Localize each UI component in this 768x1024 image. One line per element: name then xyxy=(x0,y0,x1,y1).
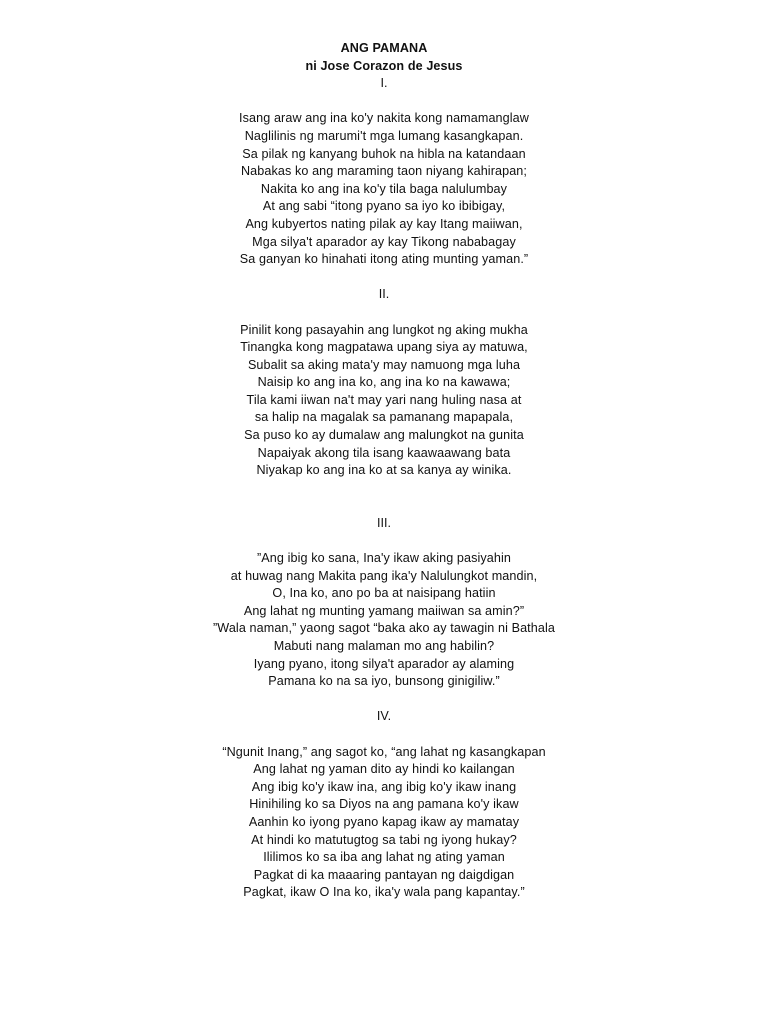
verse-line: Ang ibig ko'y ikaw ina, ang ibig ko'y ikaw inang xyxy=(251,779,517,794)
verse-line: Iyang pyano, itong silya't aparador ay alaming xyxy=(253,656,515,671)
verse-line: ”Ang ibig ko sana, Ina'y ikaw aking pasiyahin xyxy=(256,551,512,566)
verse-line: Mga silya't aparador ay kay Tikong nababagay xyxy=(252,234,516,249)
verse-line: Pagkat di ka maaaring pantayan ng daigdigan xyxy=(253,867,515,882)
verse-line: Napaiyak akong tila isang kaawaawang bata xyxy=(257,445,511,460)
spacer xyxy=(0,93,768,111)
spacer xyxy=(0,269,768,287)
verse-line: Tinangka kong magpatawa upang siya ay matuwa, xyxy=(240,340,528,355)
stanza-heading: III. xyxy=(377,515,391,530)
verse-line: Nabakas ko ang maraming taon niyang kahirapan; xyxy=(240,164,528,179)
verse-line: Naglilinis ng marumi't mga lumang kasangkapan. xyxy=(244,128,524,143)
verse-line: Ang lahat ng yaman dito ay hindi ko kailangan xyxy=(253,762,515,777)
spacer xyxy=(0,532,768,550)
verse-line: Aanhin ko iyong pyano kapag ikaw ay mamatay xyxy=(248,814,520,829)
poem-byline: ni Jose Corazon de Jesus xyxy=(305,58,463,73)
verse-line: Ang kubyertos nating pilak ay kay Itang maiiwan, xyxy=(245,216,523,231)
verse-line: Isang araw ang ina ko'y nakita kong namamanglaw xyxy=(239,111,529,126)
verse-line: sa halip na magalak sa pamanang mapapala, xyxy=(254,410,514,425)
stanza-1 xyxy=(0,110,768,268)
verse-line: Sa pilak ng kanyang buhok na hibla na katandaan xyxy=(242,146,526,161)
poem-title: ANG PAMANA xyxy=(340,41,428,55)
spacer xyxy=(0,304,768,322)
verse-line: Ililimos ko sa iba ang lahat ng ating yaman xyxy=(263,850,505,865)
stanza-3 xyxy=(0,550,768,691)
verse-line: Niyakap ko ang ina ko at sa kanya ay winika. xyxy=(256,463,512,478)
verse-line: O, Ina ko, ano po ba at naisipang hatiin xyxy=(272,586,496,601)
poem-header xyxy=(0,40,768,75)
verse-line: at huwag nang Makita pang ika'y Nalulungkot mandin, xyxy=(230,568,538,583)
stanza-4 xyxy=(0,744,768,902)
verse-line: “Ngunit Inang,” ang sagot ko, “ang lahat ng kasangkapan xyxy=(222,744,546,759)
verse-line: ”Wala naman,” yaong sagot “baka ako ay tawagin ni Bathala xyxy=(213,621,555,636)
verse-line: At hindi ko matutugtog sa tabi ng iyong hukay? xyxy=(251,832,517,847)
spacer xyxy=(0,480,768,515)
verse-line: Mabuti nang malaman mo ang habilin? xyxy=(273,639,495,653)
verse-line: Pamana ko na sa iyo, bunsong ginigiliw.” xyxy=(268,674,500,689)
verse-line: At ang sabi “itong pyano sa iyo ko ibibigay, xyxy=(262,199,506,214)
poem-page xyxy=(0,40,768,902)
stanza-heading: I. xyxy=(380,76,388,91)
verse-line: Sa ganyan ko hinahati itong ating munting yaman.” xyxy=(239,252,529,267)
verse-line: Naisip ko ang ina ko, ang ina ko na kawawa; xyxy=(257,375,511,390)
verse-line: Tila kami iiwan na't may yari nang huling nasa at xyxy=(246,392,522,407)
verse-line: Ang lahat ng munting yamang maiiwan sa amin?” xyxy=(243,603,525,618)
verse-line: Nakita ko ang ina ko'y tila baga nalulumbay xyxy=(260,181,508,196)
stanza-2 xyxy=(0,322,768,480)
verse-line: Pinilit kong pasayahin ang lungkot ng aking mukha xyxy=(240,322,528,337)
verse-line: Hinihiling ko sa Diyos na ang pamana ko'y ikaw xyxy=(249,797,519,812)
verse-line: Subalit sa aking mata'y may namuong mga luha xyxy=(247,357,521,372)
stanza-heading: IV. xyxy=(376,709,392,724)
spacer xyxy=(0,726,768,744)
stanza-heading: II. xyxy=(378,287,390,302)
spacer xyxy=(0,691,768,709)
verse-line: Sa puso ko ay dumalaw ang malungkot na gunita xyxy=(244,428,524,443)
verse-line: Pagkat, ikaw O Ina ko, ika'y wala pang kapantay.” xyxy=(243,885,525,900)
